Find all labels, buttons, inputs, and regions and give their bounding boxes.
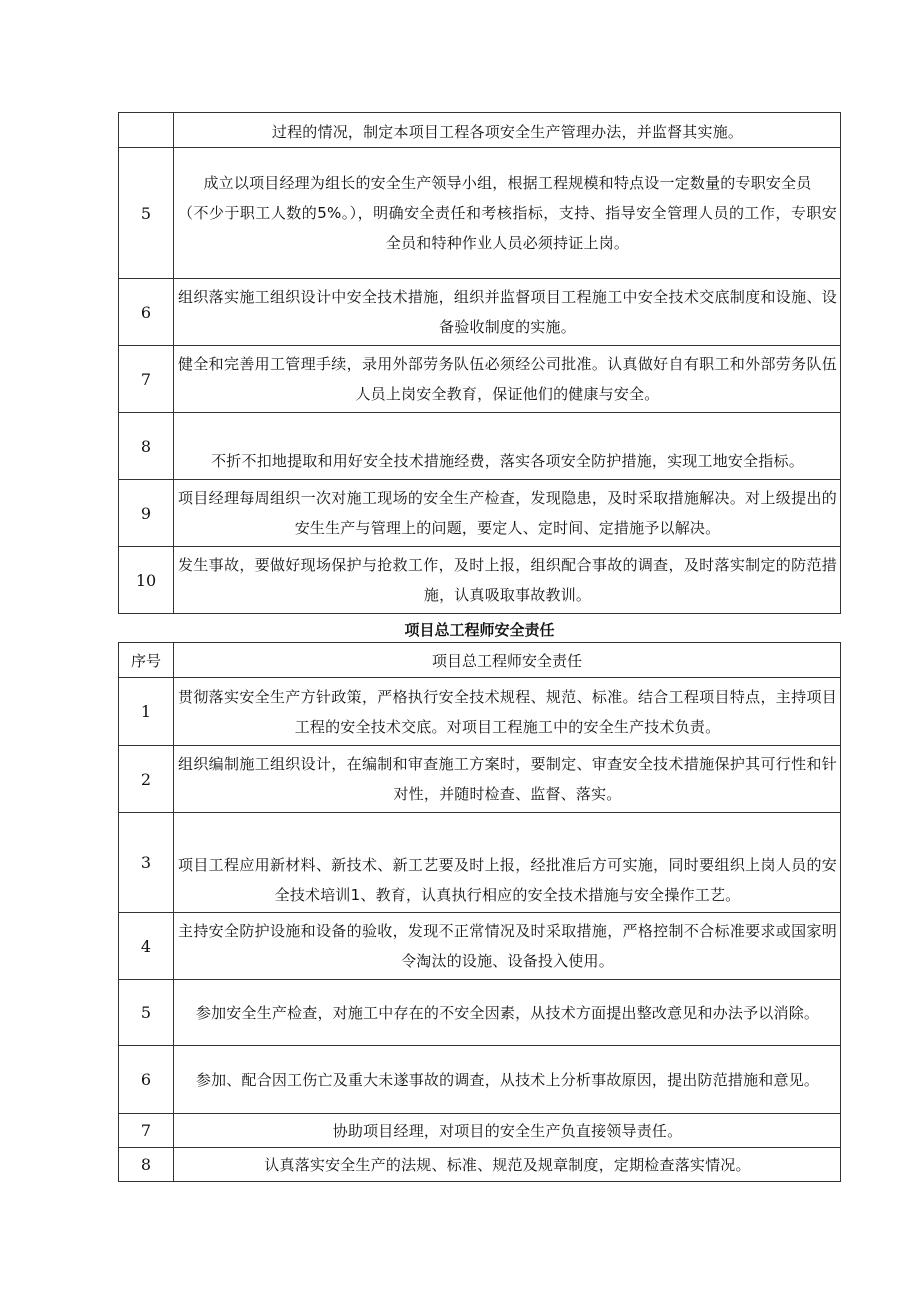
row-text: 发生事故，要做好现场保护与抢救工作，及时上报，组织配合事故的调查，及时落实制定的防范措施，认真吸取事故教训。: [174, 547, 841, 614]
row-text-line1: 成立以项目经理为组长的安全生产领导小组，根据工程规模和特点设一定数量的专职安全员: [203, 174, 812, 192]
table-row: [119, 1046, 841, 1114]
table-row: [119, 279, 841, 346]
row-text: 协助项目经理，对项目的安全生产负直接领导责任。: [174, 1114, 841, 1148]
project-manager-responsibility-table: [118, 112, 841, 614]
row-number: 7: [119, 1114, 174, 1148]
row-text: [174, 148, 841, 279]
row-text: 过程的情况，制定本项目工程各项安全生产管理办法，并监督其实施。: [174, 113, 841, 148]
row-number: 8: [119, 413, 174, 480]
row-number: 2: [119, 746, 174, 813]
table-row: [119, 746, 841, 813]
row-number: 5: [119, 148, 174, 279]
row-number: 1: [119, 678, 174, 746]
row-text: 主持安全防护设施和设备的验收，发现不正常情况及时采取措施，严格控制不合标准要求或国家明令淘汰的设施、设备投入使用。: [174, 913, 841, 980]
table-row: [119, 547, 841, 614]
row-number: [119, 113, 174, 148]
row-number: 5: [119, 980, 174, 1046]
row-number: 6: [119, 279, 174, 346]
row-text: 参加安全生产检查，对施工中存在的不安全因素，从技术方面提出整改意见和办法予以消除。: [174, 980, 841, 1046]
table-header-row: [119, 643, 841, 678]
table-row: [119, 678, 841, 746]
row-text: 不折不扣地提取和用好安全技术措施经费，落实各项安全防护措施，实现工地安全指标。: [174, 413, 841, 480]
row-number: 4: [119, 913, 174, 980]
table-row: [119, 148, 841, 279]
row-number: 3: [119, 813, 174, 913]
row-text: 健全和完善用工管理手续，录用外部劳务队伍必须经公司批准。认真做好自有职工和外部劳务队伍人员上岗安全教育，保证他们的健康与安全。: [174, 346, 841, 413]
header-text: 项目总工程师安全责任: [174, 643, 841, 678]
row-number: 8: [119, 1148, 174, 1182]
section-title: 项目总工程师安全责任: [404, 621, 555, 639]
table-row: [119, 1114, 841, 1148]
table-row: [119, 913, 841, 980]
row-number: 10: [119, 547, 174, 614]
row-text: 组织落实施工组织设计中安全技术措施，组织并监督项目工程施工中安全技术交底制度和设施、设备验收制度的实施。: [174, 279, 841, 346]
row-number: 7: [119, 346, 174, 413]
header-number: 序号: [119, 643, 174, 678]
table-row: [119, 113, 841, 148]
chief-engineer-responsibility-table: [118, 642, 841, 1182]
table-row: [119, 813, 841, 913]
table-row: [119, 346, 841, 413]
row-text: 项目工程应用新材料、新技术、新工艺要及时上报，经批准后方可实施，同时要组织上岗人员的安全技术培训1、教育，认真执行相应的安全技术措施与安全操作工艺。: [174, 813, 841, 913]
row-number: 6: [119, 1046, 174, 1114]
table-row: [119, 480, 841, 547]
row-text: 参加、配合因工伤亡及重大未遂事故的调查，从技术上分析事故原因，提出防范措施和意见。: [174, 1046, 841, 1114]
row-text-line2: （不少于职工人数的5%。），明确安全责任和考核指标，支持、指导安全管理人员的工作，专职安全员和特种作业人员必须持证上岗。: [178, 204, 837, 252]
row-text: 认真落实安全生产的法规、标准、规范及规章制度，定期检查落实情况。: [174, 1148, 841, 1182]
table-row: [119, 413, 841, 480]
table-row: [119, 1148, 841, 1182]
row-text: 组织编制施工组织设计，在编制和审查施工方案时，要制定、审查安全技术措施保护其可行性和针对性，并随时检查、监督、落实。: [174, 746, 841, 813]
table-row: [119, 980, 841, 1046]
row-number: 9: [119, 480, 174, 547]
row-text: 贯彻落实安全生产方针政策，严格执行安全技术规程、规范、标准。结合工程项目特点，主持项目工程的安全技术交底。对项目工程施工中的安全生产技术负责。: [174, 678, 841, 746]
row-text: 项目经理每周组织一次对施工现场的安全生产检查，发现隐患，及时采取措施解决。对上级提出的安生生产与管理上的问题，要定人、定时间、定措施予以解决。: [174, 480, 841, 547]
